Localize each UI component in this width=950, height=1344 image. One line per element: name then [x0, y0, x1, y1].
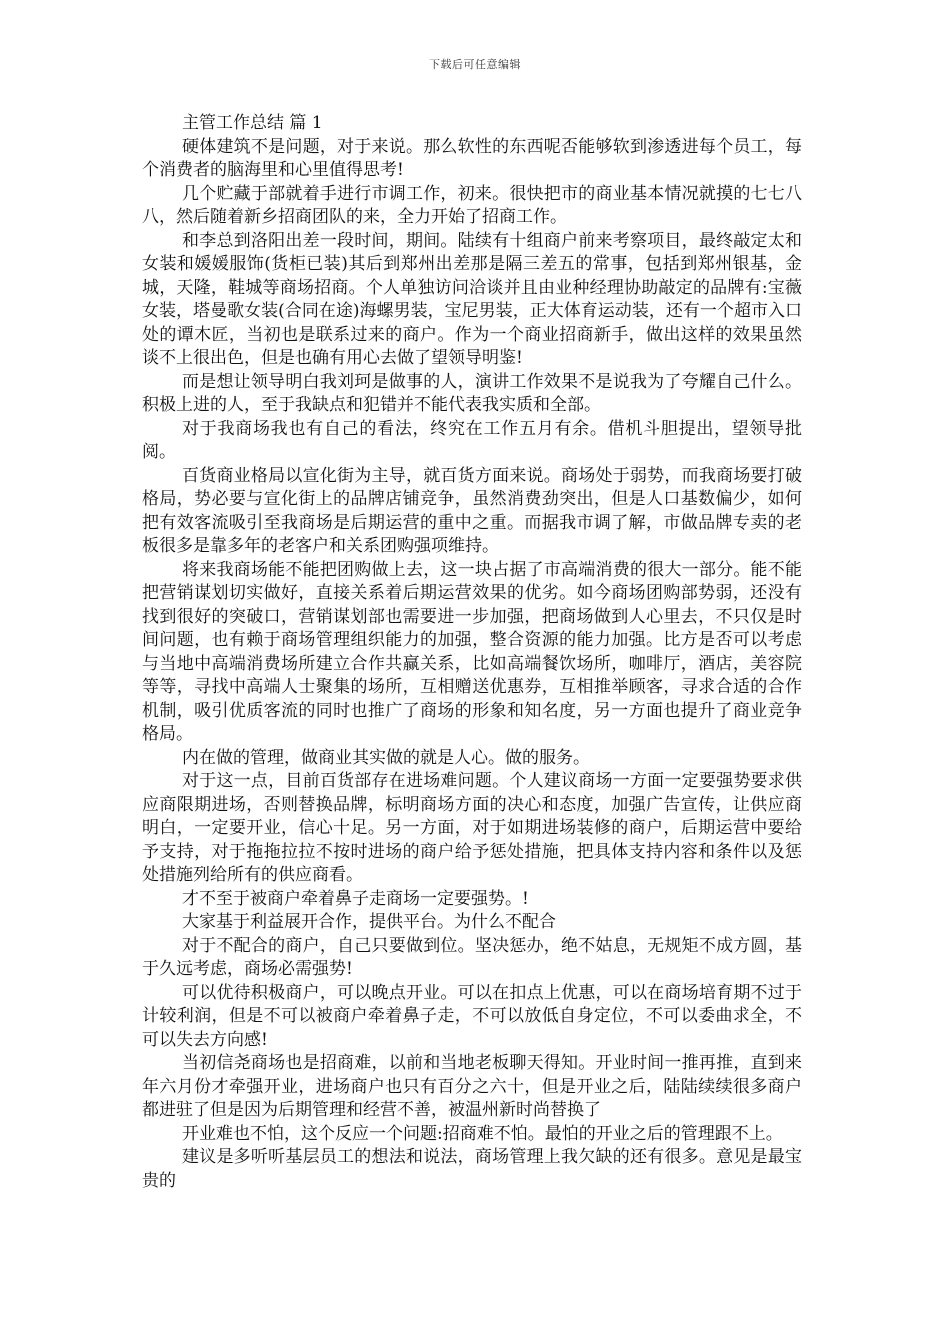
- paragraph-1: 硬体建筑不是问题，对于来说。那么软性的东西呢否能够软到渗透进每个员工，每个消费者的脑海里和心里值得思考!: [142, 136, 802, 180]
- document-title: 主管工作总结 篇 1: [182, 113, 323, 133]
- paragraph-6: 百货商业格局以宣化街为主导，就百货方面来说。商场处于弱势，而我商场要打破格局，势必要与宣化街上的品牌店铺竞争，虽然消费劲突出，但是人口基数偏少，如何把有效客流吸引至我商场是后期运营的重中之重。而据我市调了解，市做品牌专卖的老板很多是靠多年的老客户和关系团购强项维持。: [142, 465, 802, 556]
- paragraph-15: 开业难也不怕，这个反应一个问题:招商难不怕。最怕的开业之后的管理跟不上。: [182, 1123, 783, 1144]
- paragraph-11: 大家基于利益展开合作，提供平台。为什么不配合: [182, 912, 556, 932]
- paragraph-7: 将来我商场能不能把团购做上去，这一块占据了市高端消费的很大一部分。能不能把营销谋划切实做好，直接关系着后期运营效果的优劣。如今商场团购部势弱，还没有找到很好的突破口，营销谋划部也需要进一步加强，把商场做到人心里去，不只仅是时间问题，也有赖于商场管理组织能力的加强，整合资源的能力加强。比方是否可以考虑与当地中高端消费场所建立合作共赢关系，比如高端餐饮场所，咖啡厅，酒店，美容院等等，寻找中高端人士聚集的场所，互相赠送优惠券，互相推举顾客，寻求合适的合作机制，吸引优质客流的同时也推广了商场的形象和知名度，另一方面也提升了商业竞争格局。: [142, 559, 802, 744]
- paragraph-10: 才不至于被商户牵着鼻子走商场一定要强势。!: [182, 888, 529, 909]
- paragraph-9: 对于这一点，目前百货部存在进场难问题。个人建议商场一方面一定要强势要求供应商限期进场，否则替换品牌，标明商场方面的决心和态度，加强广告宣传，让供应商明白，一定要开业，信心十足。另一方面，对于如期进场装修的商户，后期运营中要给予支持，对于拖拖拉拉不按时进场的商户给予惩处措施，把具体支持内容和条件以及惩处措施列给所有的供应商看。: [142, 771, 802, 885]
- paragraph-5: 对于我商场我也有自己的看法，终究在工作五月有余。借机斗胆提出，望领导批阅。: [142, 418, 802, 462]
- paragraph-16: 建议是多听听基层员工的想法和说法，商场管理上我欠缺的还有很多。意见是最宝贵的: [142, 1147, 802, 1191]
- document-body: [142, 112, 802, 1193]
- paragraph-13: 可以优待积极商户，可以晚点开业。可以在扣点上优惠，可以在商场培育期不过于计较利润，但是不可以被商户牵着鼻子走，不可以放低自身定位，不可以委曲求全，不可以失去方向感!: [142, 982, 802, 1050]
- paragraph-12: 对于不配合的商户，自己只要做到位。坚决惩办，绝不姑息，无规矩不成方圆，基于久远考虑，商场必需强势!: [142, 935, 802, 979]
- paragraph-3: 和李总到洛阳出差一段时间，期间。陆续有十组商户前来考察项目，最终敲定太和女装和媛媛服饰(货柜已装)其后到郑州出差那是隔三差五的常事，包括到郑州银基，金城，天隆，鞋城等商场招商。个人单独访问洽谈并且由业种经理协助敲定的品牌有:宝薇女装，塔曼歌女装(合同在途)海螺男装，宝尼男装，正大体育运动装，还有一个超市入口处的谭木匠，当初也是联系过来的商户。作为一个商业招商新手，做出这样的效果虽然谈不上很出色，但是也确有用心去做了望领导明鉴!: [142, 230, 802, 368]
- paragraph-2: 几个贮藏于部就着手进行市调工作，初来。很快把市的商业基本情况就摸的七七八八，然后随着新乡招商团队的来，全力开始了招商工作。: [142, 183, 802, 227]
- page-header-note: 下载后可任意编辑: [429, 58, 521, 71]
- paragraph-4: 而是想让领导明白我刘珂是做事的人，演讲工作效果不是说我为了夸耀自己什么。积极上进的人，至于我缺点和犯错并不能代表我实质和全部。: [142, 371, 802, 415]
- paragraph-14: 当初信尧商场也是招商难，以前和当地老板聊天得知。开业时间一推再推，直到来年六月份才牵强开业，进场商户也只有百分之六十，但是开业之后，陆陆续续很多商户都进驻了但是因为后期管理和经营不善，被温州新时尚替换了: [142, 1053, 802, 1120]
- paragraph-8: 内在做的管理，做商业其实做的就是人心。做的服务。: [182, 747, 590, 768]
